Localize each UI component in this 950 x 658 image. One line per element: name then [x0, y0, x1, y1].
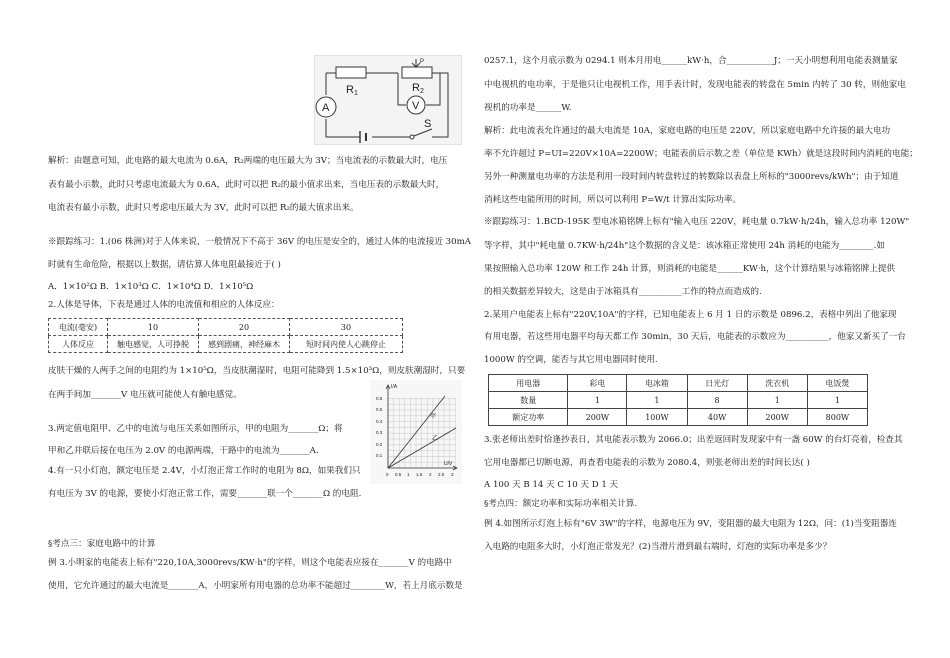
section-3-heading: §考点三：家庭电路中的计算 [48, 539, 156, 549]
x-tick: 2 [429, 472, 432, 477]
curve-a-label: 甲 [430, 413, 437, 420]
x-tick: 0.5 [395, 472, 402, 477]
r2-label: R2 [412, 82, 424, 95]
graph-xlabel: U/V [444, 461, 453, 467]
y-tick: 0.6 [376, 396, 383, 401]
x-tick: 1 [407, 472, 410, 477]
r1-label: R1 [346, 84, 358, 97]
x-tick: 2.5 [438, 472, 445, 477]
y-tick: 0.5 [376, 407, 383, 412]
slider-p-label: P [420, 59, 425, 65]
circuit-diagram [314, 55, 462, 145]
table-row: 电流(毫安) 10 20 30 [49, 319, 403, 336]
table-row: 数量 1 1 8 1 1 [489, 392, 868, 409]
table-row: 人体反应 触电感觉，人可挣脱 感到剧痛，神经麻木 短时间内使人心跳停止 [49, 336, 403, 353]
x-tick: 3 [451, 472, 454, 477]
x-tick: 1.5 [416, 472, 423, 477]
section-4-heading: §考点四：额定功率和实际功率相关计算. [484, 499, 638, 509]
appliance-table [488, 374, 868, 426]
question-2-intro: 2.人体是导体，下表是通过人体的电流值和相应的人体反应： [48, 300, 280, 310]
curve-b-label: 乙 [432, 435, 439, 442]
y-tick: 0.4 [376, 419, 383, 424]
ammeter-label: A [322, 102, 330, 114]
switch-label: S [424, 118, 432, 130]
voltmeter-label: V [412, 100, 420, 112]
iu-graph [370, 380, 462, 484]
y-tick: 0.3 [376, 430, 383, 435]
table-row: 用电器 彩电 电冰箱 日光灯 洗衣机 电饭煲 [489, 375, 868, 392]
body-reaction-table [48, 318, 403, 353]
table-row: 额定功率 200W 100W 40W 200W 800W [489, 409, 868, 426]
y-tick: 0.2 [376, 442, 383, 447]
graph-ylabel: I/A [391, 384, 398, 390]
y-tick: 0.1 [376, 453, 383, 458]
x-tick: 0 [386, 472, 389, 477]
